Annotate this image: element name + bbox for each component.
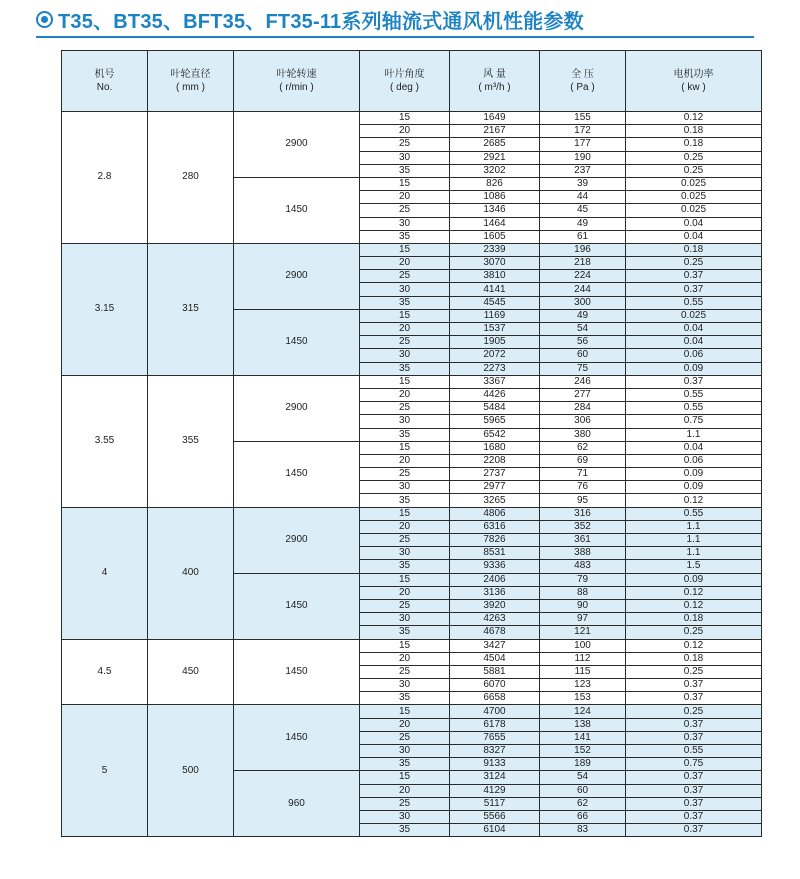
cell-airflow: 9133	[450, 758, 540, 771]
cell-airflow: 3070	[450, 257, 540, 270]
cell-blade-angle: 15	[360, 705, 450, 718]
cell-no: 3.15	[62, 243, 148, 375]
cell-motor-power: 0.12	[626, 586, 762, 599]
cell-pressure: 44	[540, 191, 626, 204]
cell-motor-power: 0.37	[626, 797, 762, 810]
cell-motor-power: 0.25	[626, 257, 762, 270]
cell-airflow: 6070	[450, 679, 540, 692]
cell-motor-power: 0.37	[626, 824, 762, 837]
cell-pressure: 62	[540, 797, 626, 810]
cell-airflow: 1649	[450, 112, 540, 125]
table-row	[62, 375, 762, 388]
cell-pressure: 71	[540, 468, 626, 481]
cell-airflow: 3265	[450, 494, 540, 507]
cell-airflow: 6542	[450, 428, 540, 441]
cell-blade-angle: 20	[360, 323, 450, 336]
cell-motor-power: 0.37	[626, 771, 762, 784]
cell-motor-power: 0.04	[626, 217, 762, 230]
cell-blade-angle: 20	[360, 388, 450, 401]
cell-blade-angle: 25	[360, 665, 450, 678]
cell-pressure: 39	[540, 177, 626, 190]
cell-airflow: 5881	[450, 665, 540, 678]
cell-pressure: 196	[540, 243, 626, 256]
cell-airflow: 1605	[450, 230, 540, 243]
header-airflow: 风 量 ( m³/h )	[450, 51, 540, 112]
cell-blade-angle: 20	[360, 191, 450, 204]
cell-blade-angle: 35	[360, 296, 450, 309]
cell-diameter: 500	[148, 705, 234, 837]
cell-airflow: 4678	[450, 626, 540, 639]
cell-pressure: 123	[540, 679, 626, 692]
cell-motor-power: 0.06	[626, 454, 762, 467]
cell-speed: 2900	[234, 243, 360, 309]
cell-motor-power: 0.18	[626, 243, 762, 256]
cell-blade-angle: 30	[360, 679, 450, 692]
cell-airflow: 2208	[450, 454, 540, 467]
cell-airflow: 3367	[450, 375, 540, 388]
cell-blade-angle: 20	[360, 586, 450, 599]
cell-airflow: 3124	[450, 771, 540, 784]
cell-motor-power: 0.12	[626, 639, 762, 652]
cell-motor-power: 0.025	[626, 177, 762, 190]
cell-motor-power: 1.1	[626, 428, 762, 441]
cell-pressure: 83	[540, 824, 626, 837]
cell-blade-angle: 30	[360, 745, 450, 758]
cell-blade-angle: 20	[360, 784, 450, 797]
cell-motor-power: 0.75	[626, 415, 762, 428]
cell-motor-power: 0.37	[626, 784, 762, 797]
cell-pressure: 141	[540, 731, 626, 744]
cell-airflow: 7655	[450, 731, 540, 744]
cell-airflow: 5117	[450, 797, 540, 810]
cell-pressure: 190	[540, 151, 626, 164]
table-body	[62, 112, 762, 837]
cell-airflow: 5484	[450, 402, 540, 415]
cell-motor-power: 0.25	[626, 665, 762, 678]
cell-airflow: 4545	[450, 296, 540, 309]
cell-airflow: 2406	[450, 573, 540, 586]
cell-blade-angle: 25	[360, 138, 450, 151]
cell-motor-power: 0.12	[626, 494, 762, 507]
cell-blade-angle: 35	[360, 362, 450, 375]
cell-blade-angle: 25	[360, 599, 450, 612]
cell-motor-power: 0.025	[626, 309, 762, 322]
cell-motor-power: 0.55	[626, 296, 762, 309]
cell-airflow: 2685	[450, 138, 540, 151]
cell-pressure: 300	[540, 296, 626, 309]
cell-speed: 2900	[234, 375, 360, 441]
cell-no: 4.5	[62, 639, 148, 705]
cell-blade-angle: 35	[360, 230, 450, 243]
cell-motor-power: 0.25	[626, 626, 762, 639]
cell-speed: 2900	[234, 507, 360, 573]
cell-airflow: 5566	[450, 810, 540, 823]
cell-blade-angle: 15	[360, 441, 450, 454]
cell-pressure: 361	[540, 534, 626, 547]
cell-pressure: 97	[540, 613, 626, 626]
cell-blade-angle: 35	[360, 494, 450, 507]
cell-airflow: 4426	[450, 388, 540, 401]
table-row	[62, 112, 762, 125]
cell-blade-angle: 15	[360, 375, 450, 388]
cell-airflow: 2167	[450, 125, 540, 138]
cell-pressure: 76	[540, 481, 626, 494]
cell-no: 2.8	[62, 112, 148, 244]
cell-motor-power: 0.75	[626, 758, 762, 771]
cell-pressure: 155	[540, 112, 626, 125]
cell-motor-power: 0.12	[626, 112, 762, 125]
cell-blade-angle: 30	[360, 349, 450, 362]
cell-pressure: 352	[540, 520, 626, 533]
cell-speed: 1450	[234, 441, 360, 507]
cell-pressure: 483	[540, 560, 626, 573]
cell-blade-angle: 30	[360, 283, 450, 296]
cell-pressure: 388	[540, 547, 626, 560]
cell-pressure: 88	[540, 586, 626, 599]
table-row	[62, 243, 762, 256]
cell-motor-power: 0.25	[626, 705, 762, 718]
cell-blade-angle: 15	[360, 177, 450, 190]
cell-airflow: 2072	[450, 349, 540, 362]
cell-no: 3.55	[62, 375, 148, 507]
cell-airflow: 4129	[450, 784, 540, 797]
cell-blade-angle: 15	[360, 507, 450, 520]
cell-blade-angle: 35	[360, 428, 450, 441]
header-diameter: 叶轮直径 ( mm )	[148, 51, 234, 112]
cell-airflow: 6658	[450, 692, 540, 705]
cell-pressure: 75	[540, 362, 626, 375]
cell-airflow: 4700	[450, 705, 540, 718]
cell-blade-angle: 30	[360, 217, 450, 230]
cell-blade-angle: 35	[360, 626, 450, 639]
cell-motor-power: 0.37	[626, 375, 762, 388]
cell-blade-angle: 25	[360, 204, 450, 217]
cell-motor-power: 0.37	[626, 718, 762, 731]
cell-motor-power: 0.09	[626, 573, 762, 586]
cell-blade-angle: 15	[360, 639, 450, 652]
cell-blade-angle: 35	[360, 758, 450, 771]
cell-motor-power: 0.04	[626, 441, 762, 454]
cell-motor-power: 0.04	[626, 336, 762, 349]
cell-speed: 1450	[234, 177, 360, 243]
cell-speed: 1450	[234, 639, 360, 705]
cell-airflow: 1680	[450, 441, 540, 454]
cell-diameter: 355	[148, 375, 234, 507]
cell-pressure: 79	[540, 573, 626, 586]
cell-pressure: 244	[540, 283, 626, 296]
cell-motor-power: 0.18	[626, 652, 762, 665]
cell-speed: 1450	[234, 573, 360, 639]
cell-airflow: 2977	[450, 481, 540, 494]
cell-motor-power: 0.37	[626, 283, 762, 296]
table-row	[62, 507, 762, 520]
cell-pressure: 306	[540, 415, 626, 428]
cell-pressure: 237	[540, 164, 626, 177]
cell-blade-angle: 20	[360, 454, 450, 467]
cell-pressure: 60	[540, 349, 626, 362]
header-blade-angle: 叶片角度 ( deg )	[360, 51, 450, 112]
cell-pressure: 69	[540, 454, 626, 467]
cell-blade-angle: 15	[360, 112, 450, 125]
cell-airflow: 4263	[450, 613, 540, 626]
cell-blade-angle: 15	[360, 243, 450, 256]
cell-blade-angle: 15	[360, 771, 450, 784]
cell-motor-power: 0.25	[626, 164, 762, 177]
cell-motor-power: 0.37	[626, 679, 762, 692]
cell-pressure: 284	[540, 402, 626, 415]
cell-airflow: 1905	[450, 336, 540, 349]
cell-pressure: 121	[540, 626, 626, 639]
cell-airflow: 2737	[450, 468, 540, 481]
cell-airflow: 4806	[450, 507, 540, 520]
cell-speed: 1450	[234, 309, 360, 375]
cell-pressure: 153	[540, 692, 626, 705]
cell-blade-angle: 30	[360, 481, 450, 494]
cell-motor-power: 0.12	[626, 599, 762, 612]
cell-blade-angle: 20	[360, 520, 450, 533]
cell-motor-power: 0.25	[626, 151, 762, 164]
cell-pressure: 124	[540, 705, 626, 718]
cell-pressure: 100	[540, 639, 626, 652]
cell-motor-power: 0.55	[626, 402, 762, 415]
cell-motor-power: 0.37	[626, 692, 762, 705]
cell-pressure: 115	[540, 665, 626, 678]
cell-diameter: 315	[148, 243, 234, 375]
cell-airflow: 6316	[450, 520, 540, 533]
cell-motor-power: 0.025	[626, 191, 762, 204]
cell-blade-angle: 25	[360, 534, 450, 547]
cell-pressure: 62	[540, 441, 626, 454]
header-pressure: 全 压 ( Pa )	[540, 51, 626, 112]
cell-airflow: 4141	[450, 283, 540, 296]
cell-blade-angle: 20	[360, 652, 450, 665]
cell-blade-angle: 35	[360, 692, 450, 705]
title-text: T35、BT35、BFT35、FT35-11系列轴流式通风机性能参数	[58, 10, 584, 33]
cell-blade-angle: 30	[360, 415, 450, 428]
cell-blade-angle: 15	[360, 309, 450, 322]
cell-motor-power: 0.37	[626, 731, 762, 744]
cell-pressure: 54	[540, 771, 626, 784]
cell-motor-power: 0.04	[626, 323, 762, 336]
cell-pressure: 246	[540, 375, 626, 388]
cell-airflow: 1169	[450, 309, 540, 322]
cell-pressure: 380	[540, 428, 626, 441]
cell-pressure: 172	[540, 125, 626, 138]
cell-pressure: 277	[540, 388, 626, 401]
header-motor-power: 电机功率 ( kw )	[626, 51, 762, 112]
cell-airflow: 4504	[450, 652, 540, 665]
cell-motor-power: 0.09	[626, 468, 762, 481]
cell-blade-angle: 35	[360, 164, 450, 177]
cell-motor-power: 0.18	[626, 125, 762, 138]
cell-diameter: 450	[148, 639, 234, 705]
cell-blade-angle: 20	[360, 257, 450, 270]
cell-airflow: 5965	[450, 415, 540, 428]
cell-blade-angle: 25	[360, 468, 450, 481]
cell-pressure: 60	[540, 784, 626, 797]
cell-pressure: 138	[540, 718, 626, 731]
cell-blade-angle: 20	[360, 718, 450, 731]
cell-airflow: 1086	[450, 191, 540, 204]
header-speed: 叶轮转速 ( r/min )	[234, 51, 360, 112]
cell-blade-angle: 25	[360, 731, 450, 744]
cell-pressure: 56	[540, 336, 626, 349]
cell-motor-power: 1.1	[626, 520, 762, 533]
cell-airflow: 826	[450, 177, 540, 190]
cell-no: 4	[62, 507, 148, 639]
double-circle-icon	[36, 11, 53, 28]
cell-airflow: 2339	[450, 243, 540, 256]
cell-speed: 1450	[234, 705, 360, 771]
cell-airflow: 1464	[450, 217, 540, 230]
cell-airflow: 6178	[450, 718, 540, 731]
cell-pressure: 45	[540, 204, 626, 217]
cell-motor-power: 0.06	[626, 349, 762, 362]
cell-pressure: 54	[540, 323, 626, 336]
cell-airflow: 3810	[450, 270, 540, 283]
cell-pressure: 66	[540, 810, 626, 823]
cell-diameter: 400	[148, 507, 234, 639]
cell-pressure: 224	[540, 270, 626, 283]
cell-motor-power: 1.5	[626, 560, 762, 573]
cell-motor-power: 0.09	[626, 481, 762, 494]
table-row	[62, 639, 762, 652]
cell-pressure: 90	[540, 599, 626, 612]
cell-blade-angle: 25	[360, 797, 450, 810]
cell-motor-power: 0.09	[626, 362, 762, 375]
cell-motor-power: 0.55	[626, 745, 762, 758]
cell-pressure: 177	[540, 138, 626, 151]
cell-pressure: 152	[540, 745, 626, 758]
cell-blade-angle: 35	[360, 560, 450, 573]
cell-diameter: 280	[148, 112, 234, 244]
cell-airflow: 2273	[450, 362, 540, 375]
cell-motor-power: 0.18	[626, 613, 762, 626]
cell-blade-angle: 25	[360, 270, 450, 283]
cell-motor-power: 1.1	[626, 547, 762, 560]
cell-pressure: 49	[540, 309, 626, 322]
cell-airflow: 1346	[450, 204, 540, 217]
cell-motor-power: 0.37	[626, 810, 762, 823]
cell-motor-power: 0.025	[626, 204, 762, 217]
cell-airflow: 3427	[450, 639, 540, 652]
cell-motor-power: 0.18	[626, 138, 762, 151]
cell-blade-angle: 35	[360, 824, 450, 837]
cell-blade-angle: 25	[360, 336, 450, 349]
cell-motor-power: 0.55	[626, 507, 762, 520]
cell-airflow: 1537	[450, 323, 540, 336]
document-title	[36, 5, 584, 33]
cell-speed: 2900	[234, 112, 360, 178]
cell-airflow: 7826	[450, 534, 540, 547]
cell-airflow: 3920	[450, 599, 540, 612]
cell-no: 5	[62, 705, 148, 837]
cell-speed: 960	[234, 771, 360, 837]
cell-airflow: 3136	[450, 586, 540, 599]
cell-motor-power: 0.37	[626, 270, 762, 283]
cell-motor-power: 0.04	[626, 230, 762, 243]
cell-airflow: 6104	[450, 824, 540, 837]
cell-airflow: 3202	[450, 164, 540, 177]
cell-blade-angle: 20	[360, 125, 450, 138]
header-no: 机号 No.	[62, 51, 148, 112]
cell-airflow: 2921	[450, 151, 540, 164]
cell-blade-angle: 30	[360, 613, 450, 626]
cell-pressure: 49	[540, 217, 626, 230]
cell-pressure: 316	[540, 507, 626, 520]
cell-motor-power: 0.55	[626, 388, 762, 401]
cell-blade-angle: 30	[360, 151, 450, 164]
cell-pressure: 112	[540, 652, 626, 665]
cell-pressure: 95	[540, 494, 626, 507]
cell-pressure: 218	[540, 257, 626, 270]
cell-blade-angle: 25	[360, 402, 450, 415]
performance-table	[61, 50, 762, 837]
header-row	[62, 51, 762, 112]
cell-pressure: 189	[540, 758, 626, 771]
cell-blade-angle: 15	[360, 573, 450, 586]
title-underline	[36, 36, 754, 38]
cell-blade-angle: 30	[360, 810, 450, 823]
cell-blade-angle: 30	[360, 547, 450, 560]
cell-airflow: 8531	[450, 547, 540, 560]
cell-airflow: 9336	[450, 560, 540, 573]
cell-pressure: 61	[540, 230, 626, 243]
cell-motor-power: 1.1	[626, 534, 762, 547]
cell-airflow: 8327	[450, 745, 540, 758]
table-row	[62, 705, 762, 718]
